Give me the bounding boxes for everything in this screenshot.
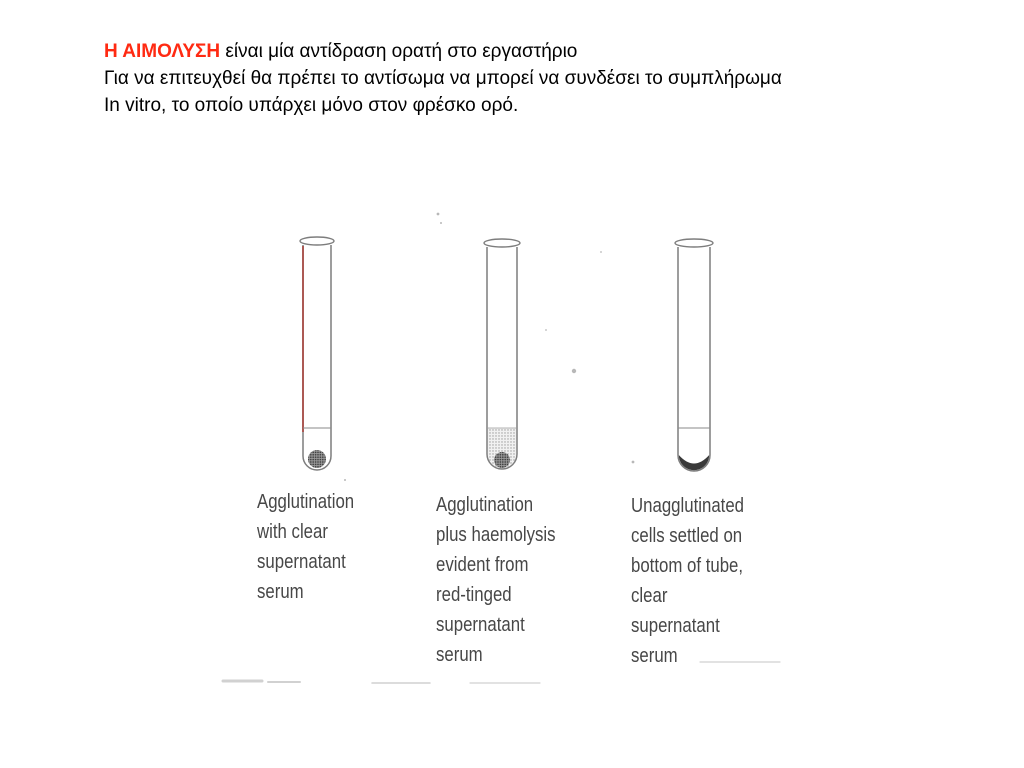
tube-2-label-line: supernatant xyxy=(436,614,525,636)
tube-2-agglutinated-pellet xyxy=(494,452,510,468)
tube-1 xyxy=(300,237,334,470)
tube-3-label-line: clear xyxy=(631,585,668,607)
tube-2-label xyxy=(436,490,556,670)
scan-speck xyxy=(600,251,602,253)
text-line-3: In vitro, το οποίο υπάρχει μόνο στον φρέσκο ορό. xyxy=(104,95,519,116)
tube-3-label-line: Unagglutinated xyxy=(631,495,745,517)
tube-3-body xyxy=(678,247,710,471)
scan-speck xyxy=(572,369,576,373)
tube-3 xyxy=(675,239,713,471)
tube-3-label-line: supernatant xyxy=(631,615,720,637)
line-1-text: είναι μία αντίδραση ορατή στο εργαστήριο xyxy=(225,41,578,62)
tube-1-label-line: supernatant xyxy=(257,551,346,573)
scan-speck xyxy=(632,461,635,464)
tube-2-label-line: red-tinged xyxy=(436,584,512,606)
tube-1-label-line: with clear xyxy=(257,521,328,543)
scan-speck xyxy=(545,329,547,331)
tube-3-label-line: bottom of tube, xyxy=(631,555,744,577)
tube-2-label-line: Agglutination xyxy=(436,494,534,516)
heading-highlight: Η ΑΙΜΟΛΥΣΗ xyxy=(104,41,221,62)
tube-1-body xyxy=(303,245,331,470)
tube-2-label-line: plus haemolysis xyxy=(436,524,556,546)
text-line-2: Για να επιτευχθεί θα πρέπει το αντίσωμα να μπορεί να συνδέσει το συμπλήρωμα xyxy=(104,68,782,89)
tube-3-label-line: serum xyxy=(631,645,678,667)
tube-3-label-line: cells settled on xyxy=(631,525,743,547)
tube-3-label xyxy=(631,491,744,671)
tube-1-label-line: Agglutination xyxy=(257,491,355,513)
tube-1-label xyxy=(257,487,354,607)
tube-2-label-line: serum xyxy=(436,644,483,666)
tube-2 xyxy=(484,239,520,469)
scan-speck xyxy=(437,213,440,216)
tube-2-label-line: evident from xyxy=(436,554,529,576)
scan-speck xyxy=(440,222,442,224)
tube-1-label-line: serum xyxy=(257,581,304,603)
tube-1-rim xyxy=(300,237,334,245)
scan-speck xyxy=(344,479,346,481)
tube-2-rim xyxy=(484,239,520,247)
tube-3-rim xyxy=(675,239,713,247)
tube-1-agglutinated-pellet xyxy=(308,450,326,468)
